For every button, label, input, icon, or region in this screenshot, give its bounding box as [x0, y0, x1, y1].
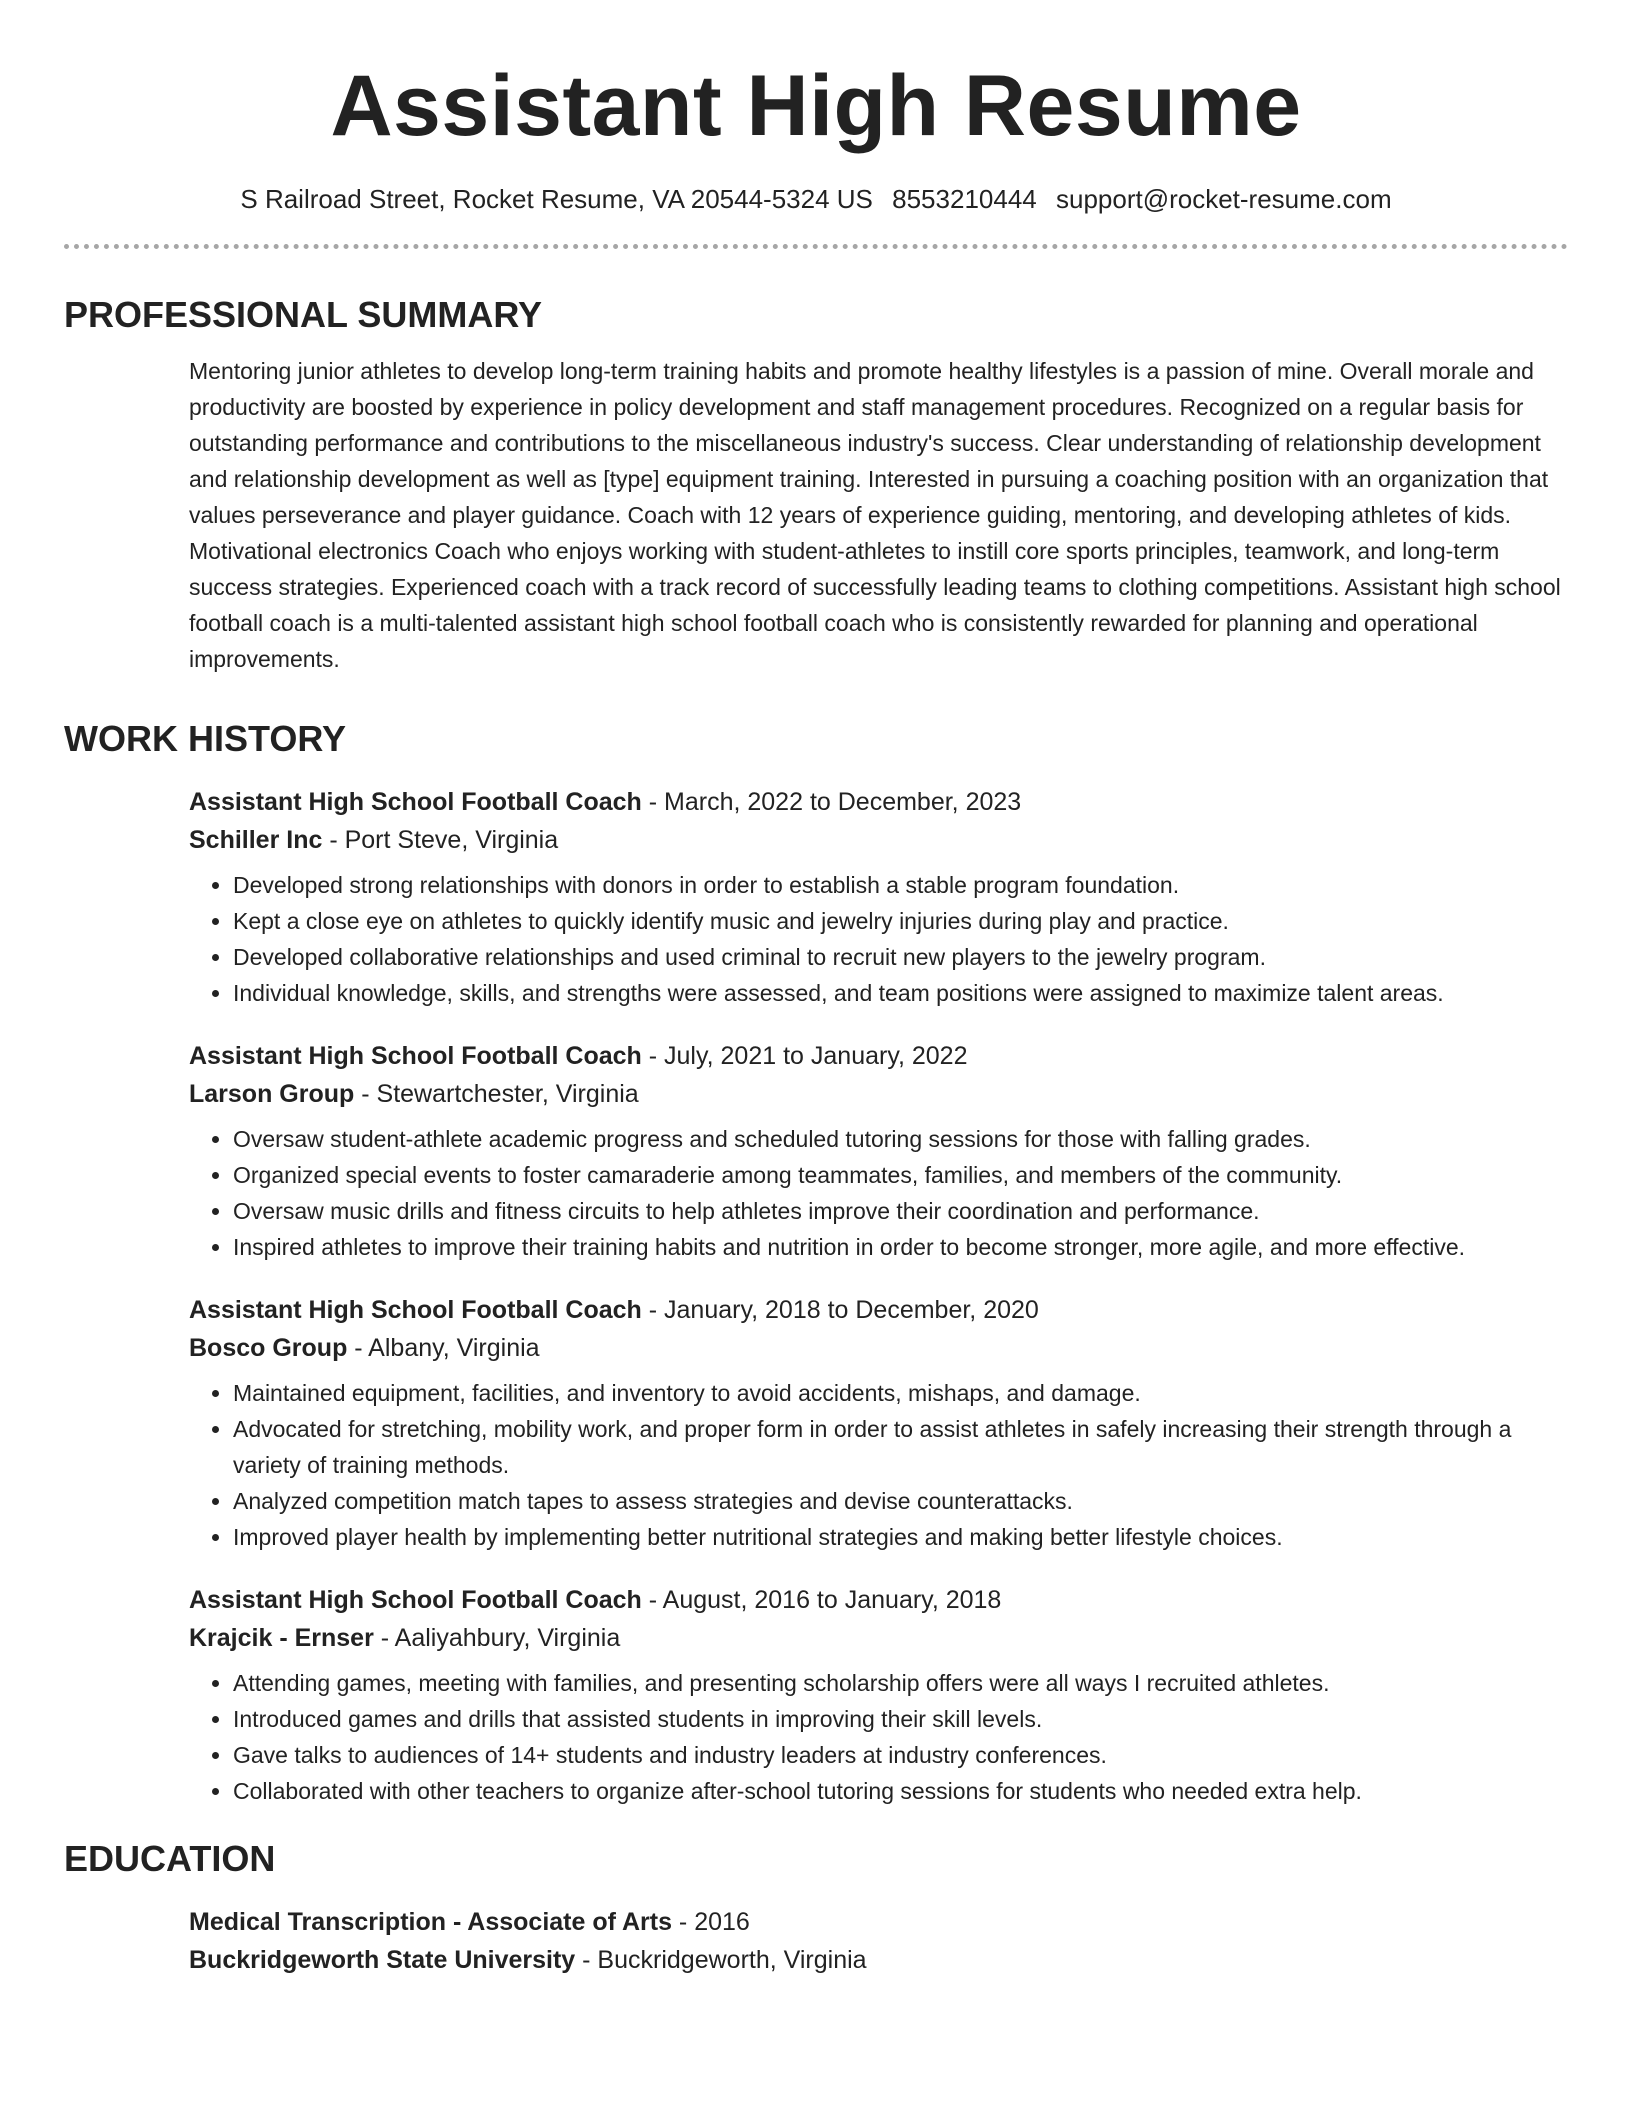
- job-bullets: [189, 1375, 1568, 1555]
- job-bullets: [189, 1665, 1568, 1809]
- list-item: • Developed strong relationships with donors in order to establish a stable program foundation.: [233, 867, 1568, 903]
- list-item: • Oversaw student-athlete academic progress and scheduled tutoring sessions for those with falling grades.: [233, 1121, 1568, 1157]
- education-year: - 2016: [671, 1908, 750, 1936]
- job-role: Assistant High School Football Coach: [189, 788, 642, 816]
- job-dates: - August, 2016 to January, 2018: [641, 1586, 1002, 1614]
- list-item: • Developed collaborative relationships and used criminal to recruit new players to the jewelry program.: [233, 939, 1568, 975]
- work-history-heading: WORK HISTORY: [64, 718, 347, 759]
- header-divider: [64, 244, 1568, 249]
- list-item: • Inspired athletes to improve their training habits and nutrition in order to become stronger, more agile, and more effective.: [233, 1229, 1568, 1265]
- list-item: • Organized special events to foster camaraderie among teammates, families, and members of the community.: [233, 1157, 1568, 1193]
- list-item: • Collaborated with other teachers to organize after-school tutoring sessions for students who needed extra help.: [233, 1773, 1568, 1809]
- job-title-line: [189, 1037, 1568, 1075]
- job-role: Assistant High School Football Coach: [189, 1586, 642, 1614]
- job-dates: - July, 2021 to January, 2022: [641, 1042, 968, 1070]
- summary-section: [189, 353, 1568, 677]
- job-company-line: [189, 1619, 1568, 1657]
- education-degree: Medical Transcription - Associate of Arts: [189, 1908, 672, 1936]
- contact-phone[interactable]: 8553210444: [892, 184, 1037, 214]
- job-entry-3: [189, 1291, 1568, 1555]
- job-company: Bosco Group: [189, 1334, 348, 1362]
- list-item: • Analyzed competition match tapes to assess strategies and devise counterattacks.: [233, 1483, 1568, 1519]
- job-company: Larson Group: [189, 1080, 355, 1108]
- job-company-line: [189, 1329, 1568, 1367]
- job-company-line: [189, 821, 1568, 859]
- job-company-line: [189, 1075, 1568, 1113]
- list-item: • Kept a close eye on athletes to quickly identify music and jewelry injuries during play and practice.: [233, 903, 1568, 939]
- list-item: • Improved player health by implementing better nutritional strategies and making better lifestyle choices.: [233, 1519, 1568, 1555]
- education-degree-line: [189, 1903, 1568, 1941]
- job-bullets: [189, 1121, 1568, 1265]
- contact-email[interactable]: support@rocket-resume.com: [1055, 184, 1392, 214]
- job-company: Krajcik - Ernser: [189, 1624, 374, 1652]
- education-location: - Buckridgeworth, Virginia: [575, 1946, 867, 1974]
- list-item: • Introduced games and drills that assisted students in improving their skill levels.: [233, 1701, 1568, 1737]
- list-item: • Maintained equipment, facilities, and inventory to avoid accidents, mishaps, and damage.: [233, 1375, 1568, 1411]
- contact-address: S Railroad Street, Rocket Resume, VA 20544-5324 US: [240, 184, 873, 214]
- job-title-line: [189, 783, 1568, 821]
- job-bullets: [189, 867, 1568, 1011]
- education-school: Buckridgeworth State University: [189, 1946, 576, 1974]
- list-item: • Attending games, meeting with families, and presenting scholarship offers were all ways I recruited athletes.: [233, 1665, 1568, 1701]
- list-item: • Gave talks to audiences of 14+ students and industry leaders at industry conferences.: [233, 1737, 1568, 1773]
- list-item: • Oversaw music drills and fitness circuits to help athletes improve their coordination and performance.: [233, 1193, 1568, 1229]
- resume-name: Assistant High Resume: [330, 58, 1302, 154]
- education-school-line: [189, 1941, 1568, 1979]
- job-title-line: [189, 1581, 1568, 1619]
- education-entry: [189, 1903, 1568, 1979]
- job-role: Assistant High School Football Coach: [189, 1296, 642, 1324]
- job-role: Assistant High School Football Coach: [189, 1042, 642, 1070]
- job-dates: - March, 2022 to December, 2023: [641, 788, 1022, 816]
- list-item: • Advocated for stretching, mobility work, and proper form in order to assist athletes in safely increasing their strength through a variety of training methods.: [233, 1411, 1568, 1483]
- job-location: - Albany, Virginia: [347, 1334, 540, 1362]
- job-location: - Stewartchester, Virginia: [354, 1080, 639, 1108]
- education-heading: EDUCATION: [64, 1838, 276, 1879]
- job-dates: - January, 2018 to December, 2020: [641, 1296, 1039, 1324]
- job-location: - Port Steve, Virginia: [322, 826, 559, 854]
- job-company: Schiller Inc: [189, 826, 323, 854]
- list-item: • Individual knowledge, skills, and strengths were assessed, and team positions were assigned to maximize talent areas.: [233, 975, 1568, 1011]
- contact-line: [0, 182, 1632, 216]
- summary-text: Mentoring junior athletes to develop long-term training habits and promote healthy lifestyles is a passion of mine. Overall morale and productivity are boosted by experience in policy development and staff management procedures. Recognized on a regular basis for outstanding performance and contributions to the miscellaneous industry's success. Clear understanding of relationship development and relationship development as well as [type] equipment training. Interested in pursuing a coaching position with an organization that values perseverance and player guidance. Coach with 12 years of experience guiding, mentoring, and developing athletes of kids. Motivational electronics Coach who enjoys working with student-athletes to instill core sports principles, teamwork, and long-term success strategies. Experienced coach with a track record of successfully leading teams to clothing competitions. Assistant high school football coach is a multi-talented assistant high school football coach who is consistently rewarded for planning and operational improvements.: [189, 358, 1561, 672]
- summary-heading: PROFESSIONAL SUMMARY: [64, 294, 543, 335]
- job-title-line: [189, 1291, 1568, 1329]
- job-location: - Aaliyahbury, Virginia: [373, 1624, 621, 1652]
- job-entry-2: [189, 1037, 1568, 1265]
- job-entry-4: [189, 1581, 1568, 1809]
- job-entry-1: [189, 783, 1568, 1011]
